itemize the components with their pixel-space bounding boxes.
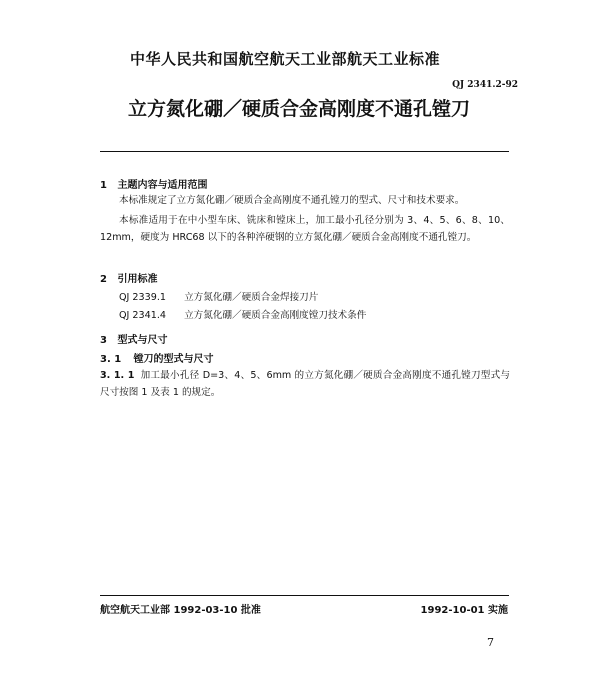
standard-header: 中华人民共和国航空航天工业部航天工业标准 bbox=[130, 50, 441, 68]
section-number: 3 bbox=[100, 335, 107, 346]
page-number: 7 bbox=[487, 636, 494, 649]
subsection-3-1-heading bbox=[100, 350, 213, 365]
footer-divider bbox=[100, 595, 509, 596]
section-title: 引用标准 bbox=[117, 274, 158, 285]
section-number: 1 bbox=[100, 180, 107, 191]
section-1-paragraph-1: 本标准规定了立方氮化硼／硬质合金高刚度不通孔镗刀的型式、尺寸和技术要求。 bbox=[119, 195, 465, 206]
reference-item bbox=[119, 309, 366, 323]
header-divider bbox=[100, 151, 509, 152]
reference-code: QJ 2341.4 bbox=[119, 310, 166, 321]
approval-date: 航空航天工业部 1992-03-10 批准 bbox=[100, 605, 261, 616]
standard-code: QJ 2341.2-92 bbox=[452, 80, 518, 90]
subsection-number: 3. 1 bbox=[100, 354, 122, 365]
document-title: 立方氮化硼／硬质合金高刚度不通孔镗刀 bbox=[128, 98, 471, 120]
section-title: 型式与尺寸 bbox=[117, 335, 168, 346]
implementation-date: 1992-10-01 实施 bbox=[420, 605, 508, 616]
section-1-paragraph-2: 本标准适用于在中小型车床、铣床和镗床上，加工最小孔径分别为 3、4、5、6、8、10、12mm，硬度为 HRC68 以下的各种淬硬钢的立方氮化硼／硬质合金高刚度不通孔镗刀。 bbox=[100, 215, 510, 243]
section-2-heading bbox=[100, 270, 157, 285]
reference-title: 立方氮化硼／硬质合金焊接刀片 bbox=[184, 292, 319, 303]
subsection-title: 镗刀的型式与尺寸 bbox=[133, 354, 214, 365]
clause-number: 3. 1. 1 bbox=[100, 370, 135, 381]
reference-item bbox=[119, 291, 318, 305]
subsection-3-1-1-paragraph bbox=[100, 367, 510, 401]
section-number: 2 bbox=[100, 274, 107, 285]
reference-title: 立方氮化硼／硬质合金高刚度镗刀技术条件 bbox=[184, 310, 367, 321]
section-title: 主题内容与适用范围 bbox=[117, 180, 208, 191]
section-1-heading bbox=[100, 176, 207, 191]
clause-text: 加工最小孔径 D=3、4、5、6mm 的立方氮化硼／硬质合金高刚度不通孔镗刀型式与尺寸按图 1 及表 1 的规定。 bbox=[100, 370, 510, 398]
section-3-heading bbox=[100, 331, 167, 346]
reference-code: QJ 2339.1 bbox=[119, 292, 166, 303]
